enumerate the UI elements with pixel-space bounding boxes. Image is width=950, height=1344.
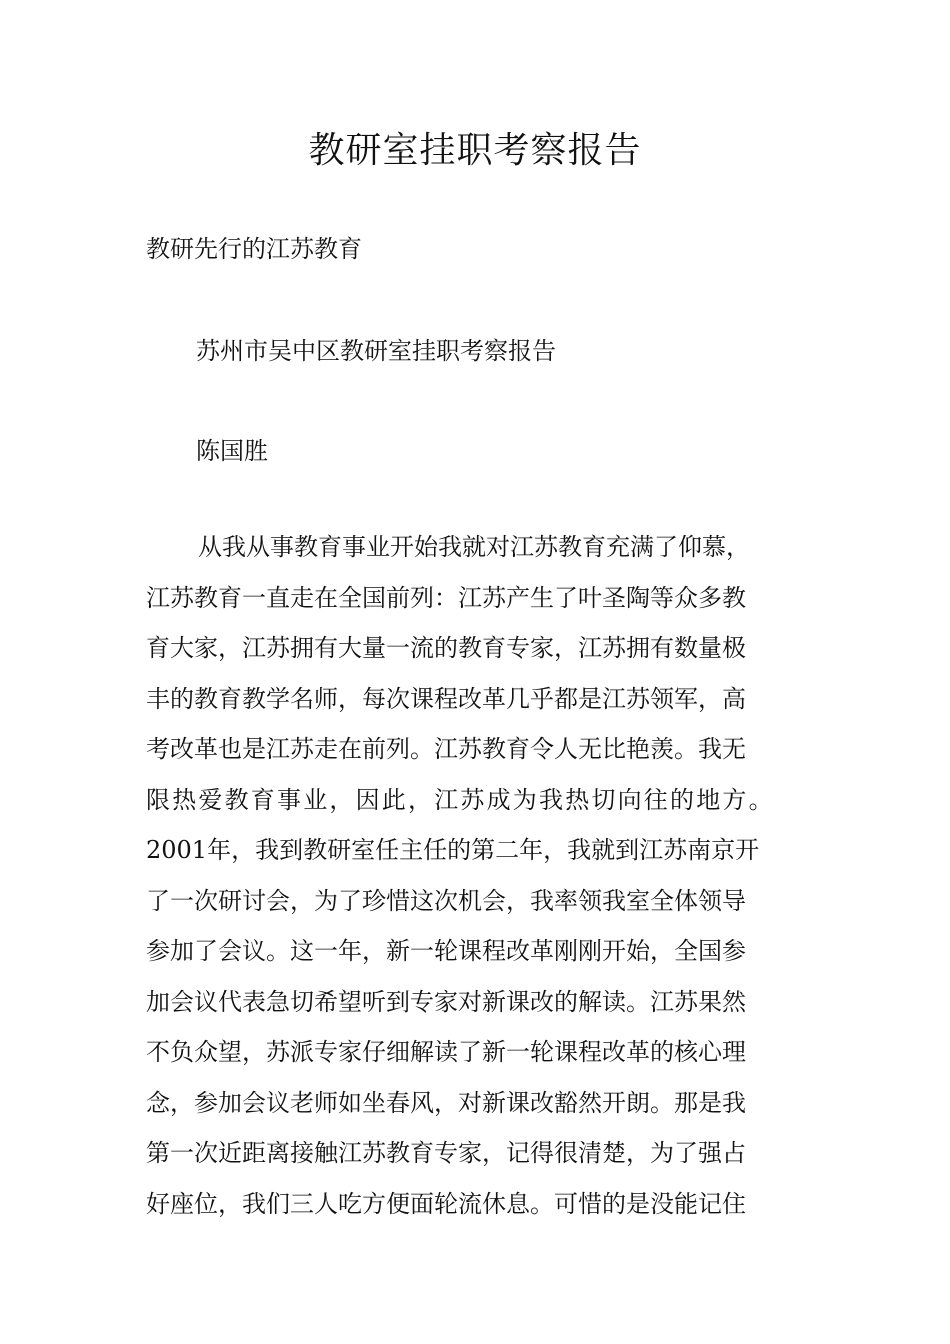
body-line: 丰的教育教学名师，每次课程改革几乎都是江苏领军，高 (146, 684, 746, 713)
body-line: 育大家，江苏拥有大量一流的教育专家，江苏拥有数量极 (146, 634, 746, 662)
body-line: 限热爱教育事业，因此，江苏成为我热切向往的地方。 (146, 785, 775, 814)
body-line: 加会议代表急切希望听到专家对新课改的解读。江苏果然 (146, 987, 746, 1016)
body-line: 参加了会议。这一年，新一轮课程改革刚刚开始，全国参 (146, 937, 746, 965)
body-line: 好座位，我们三人吃方便面轮流休息。可惜的是没能记住 (146, 1189, 746, 1218)
report-title: 苏州市吴中区教研室挂职考察报告 (196, 337, 556, 365)
body-line: 江苏教育一直走在全国前列：江苏产生了叶圣陶等众多教 (146, 583, 746, 612)
document-subtitle: 教研先行的江苏教育 (146, 235, 362, 263)
body-line: 了一次研讨会，为了珍惜这次机会，我率领我室全体领导 (146, 886, 746, 915)
body-line: 不负众望，苏派专家仔细解读了新一轮课程改革的核心理 (146, 1038, 746, 1066)
body-line: 第一次近距离接触江苏教育专家，记得很清楚，为了强占 (146, 1139, 746, 1167)
document-title: 教研室挂职考察报告 (308, 130, 642, 171)
body-line: 考改革也是江苏走在前列。江苏教育令人无比艳羡。我无 (146, 735, 746, 763)
author-name: 陈国胜 (196, 437, 268, 465)
body-line: 从我从事教育事业开始我就对江苏教育充满了仰慕， (198, 533, 750, 561)
body-line: 念，参加会议老师如坐春风，对新课改豁然开朗。那是我 (146, 1088, 746, 1117)
body-paragraph (146, 530, 816, 1237)
body-line: 2001年，我到教研室任主任的第二年，我就到江苏南京开 (146, 836, 760, 864)
